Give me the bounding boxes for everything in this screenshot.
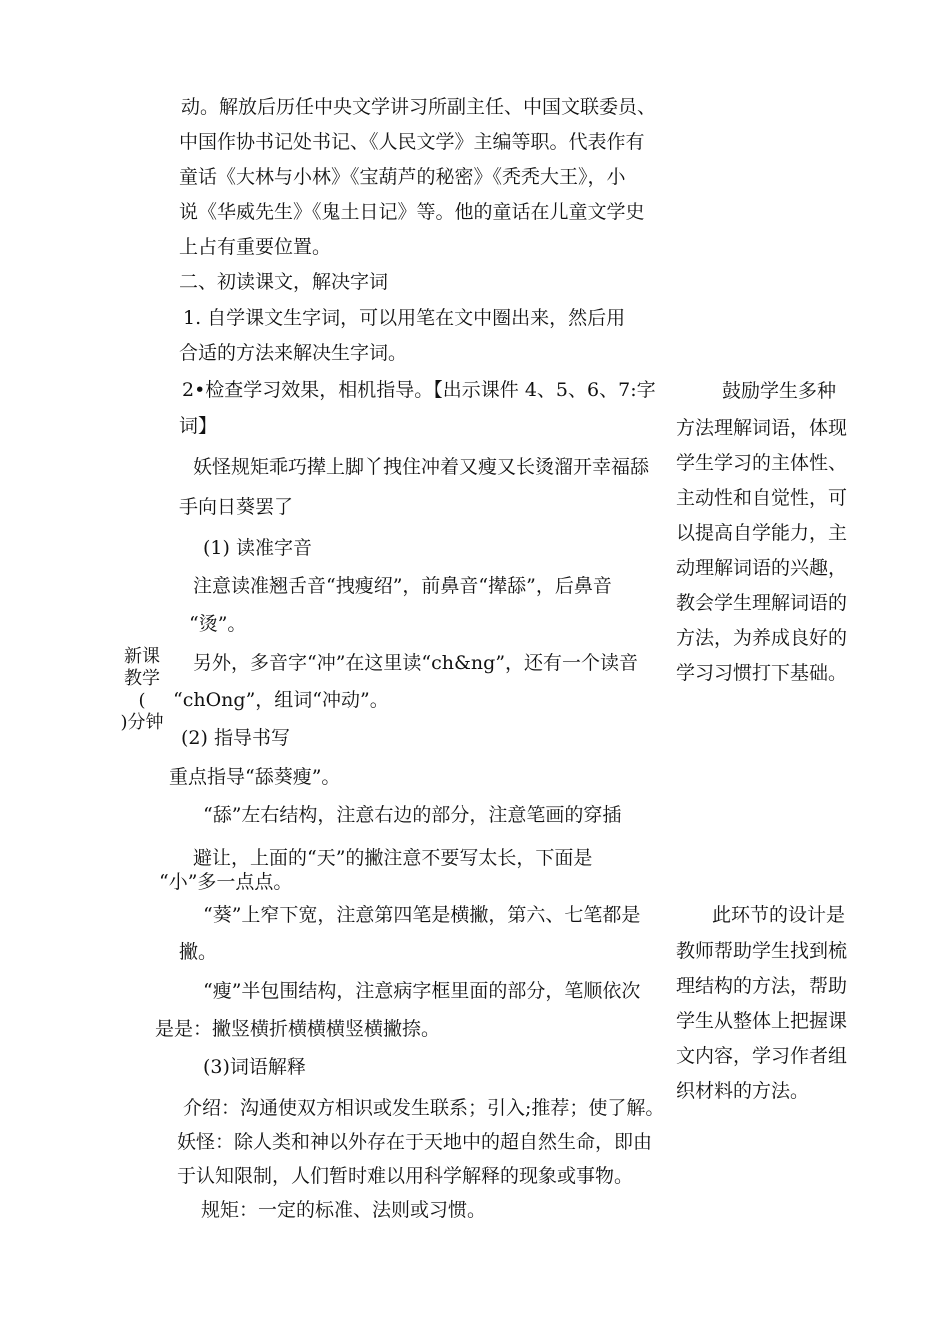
subheading: (1) 读准字音 (203, 537, 312, 559)
design-note-line: 学生从整体上把握课 (676, 1010, 848, 1032)
subheading: (3)词语解释 (203, 1056, 306, 1078)
design-note-line: 织材料的方法。 (676, 1080, 810, 1102)
section-label-line: 教学 (124, 668, 160, 689)
text-line: 2•检查学习效果，相机指导。【出示课件 4、5、6、7:字 (182, 379, 656, 401)
design-note-line: 以提高自学能力，主 (676, 522, 848, 544)
text-line: “葵”上窄下宽，注意第四笔是横撇，第六、七笔都是 (203, 904, 641, 926)
design-note-line: 方法，为养成良好的 (676, 627, 848, 649)
text-line: 于认知限制，人们暂时难以用科学解释的现象或事物。 (177, 1165, 634, 1187)
text-line: “chOng”，组词“冲动”。 (173, 689, 389, 711)
word-list: 手向日葵罢了 (179, 496, 294, 518)
text-line: “瘦”半包围结构，注意病字框里面的部分，笔顺依次 (203, 980, 641, 1002)
design-note-line: 学习习惯打下基础。 (676, 662, 848, 684)
text-line: 另外，多音字“冲”在这里读“ch&ng”，还有一个读音 (193, 652, 639, 674)
text-line: “小”多一点点。 (159, 871, 293, 893)
design-note-line: 学生学习的主体性、 (676, 452, 848, 474)
design-note-line: 教会学生理解词语的 (676, 592, 848, 614)
section-label-line: ( (138, 690, 146, 711)
text-line: 上占有重要位置。 (179, 236, 332, 258)
design-note-line: 主动性和自觉性，可 (676, 487, 848, 509)
text-line: 童话《大林与小林》《宝葫芦的秘密》《秃秃大王》，小 (179, 166, 626, 188)
section-label-line: 新课 (124, 646, 160, 667)
text-line: 合适的方法来解决生字词。 (179, 342, 408, 364)
text-line: 规矩：一定的标准、法则或习惯。 (201, 1199, 487, 1221)
text-line: 1. 自学课文生字词，可以用笔在文中圈出来，然后用 (183, 307, 626, 329)
text-line: 是是：撇竖横折横横横竖横撇捺。 (155, 1018, 441, 1040)
word-list: 妖怪规矩乖巧撵上脚丫拽住冲着又瘦又长烫溜开幸福舔 (193, 456, 650, 478)
text-line: 中国作协书记处书记、《人民文学》主编等职。代表作有 (179, 131, 645, 153)
text-line: 重点指导“舔葵瘦”。 (169, 766, 341, 788)
text-line: 说《华威先生》《鬼土日记》等。他的童话在儿童文学史 (179, 201, 645, 223)
design-note-line: 动理解词语的兴趣， (676, 557, 848, 579)
text-line: 撇。 (179, 941, 218, 963)
text-line: 词】 (179, 415, 218, 437)
design-note-line: 文内容，学习作者组 (676, 1045, 848, 1067)
text-line: 避让，上面的“天”的撇注意不要写太长，下面是 (193, 847, 593, 869)
section-label (112, 646, 172, 734)
design-note-line: 鼓励学生多种 (722, 380, 837, 402)
section-heading: 二、初读课文，解决字词 (179, 271, 389, 293)
text-line: 介绍：沟通使双方相识或发生联系；引入;推荐；使了解。 (183, 1097, 665, 1119)
design-note-line: 教师帮助学生找到梳 (676, 940, 848, 962)
design-note-line: 方法理解词语，体现 (676, 417, 848, 439)
text-line: 动。解放后历任中央文学讲习所副主任、中国文联委员、 (181, 96, 657, 118)
design-note-line: 理结构的方法，帮助 (676, 975, 848, 997)
subheading: (2) 指导书写 (181, 727, 290, 749)
design-note-line: 此环节的设计是 (712, 904, 846, 926)
text-line: 注意读准翘舌音“拽瘦绍”，前鼻音“撵舔”，后鼻音 (193, 575, 612, 597)
text-line: 妖怪：除人类和神以外存在于天地中的超自然生命，即由 (177, 1131, 653, 1153)
section-label-line: )分钟 (120, 712, 164, 733)
text-line: “舔”左右结构，注意右边的部分，注意笔画的穿插 (203, 804, 622, 826)
text-line: “烫”。 (189, 613, 247, 635)
